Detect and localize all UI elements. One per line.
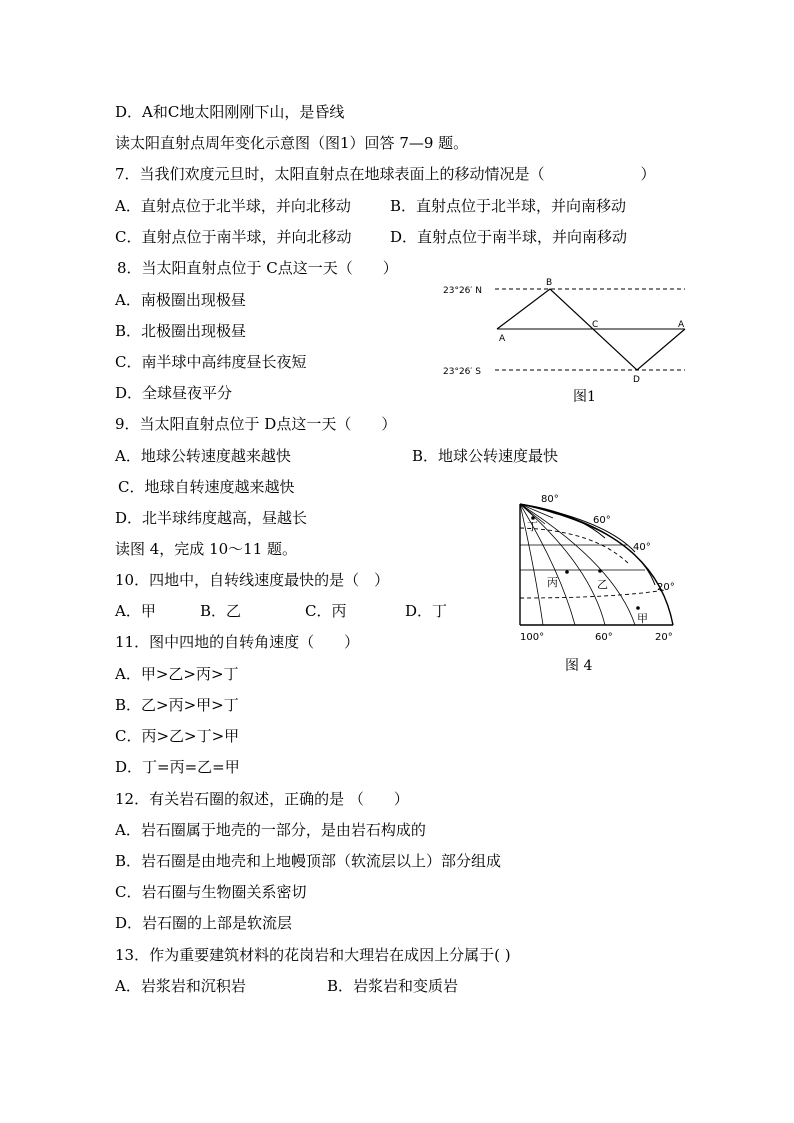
q8-option-b: B．北极圈出现极昼 [115,322,247,340]
point-a-start: A [499,334,506,344]
instruction-fig4: 读图 4，完成 10～11 题。 [115,540,298,558]
point-yi-dot [598,569,602,573]
q12-option-c: C．岩石圈与生物圈关系密切 [115,883,307,901]
question-11: 11．图中四地的自转角速度（ ） [115,633,360,651]
label-lat80: 80° [541,494,559,505]
q9-option-d: D．北半球纬度越高，昼越长 [115,509,308,527]
q8-option-c: C．南半球中高纬度昼长夜短 [115,353,307,371]
q7-option-b: B．直射点位于北半球，并向南移动 [390,197,627,215]
q9-option-b: B．地球公转速度最快 [412,447,559,465]
question-8: 8．当太阳直射点位于 C点这一天（ ） [117,259,398,277]
q6-option-d: D．A和C地太阳刚刚下山，是昏线 [115,103,345,121]
q7-option-c: C．直射点位于南半球，并向北移动 [115,228,352,246]
question-7-text: 7．当我们欢度元旦时，太阳直射点在地球表面上的移动情况是（ [115,165,545,183]
instruction-fig1: 读太阳直射点周年变化示意图（图1）回答 7—9 题。 [115,134,469,152]
point-bing-dot [565,570,569,574]
q9-option-a: A．地球公转速度越来越快 [115,447,291,465]
question-13: 13．作为重要建筑材料的花岗岩和大理岩在成因上分属于( ) [115,946,511,964]
q10-option-b: B．乙 [200,602,242,620]
figure-1-caption: 图1 [573,389,596,405]
figure-4-caption: 图 4 [565,658,593,674]
point-b: B [546,278,553,288]
question-12: 12．有关岩石圈的叙述，正确的是 （ ） [115,790,409,808]
label-lat-north: 23°26′ N [443,286,483,296]
q7-option-d: D．直射点位于南半球，并向南移动 [390,228,628,246]
label-jia: 甲 [637,612,648,625]
q9-option-c: C．地球自转速度越来越快 [118,478,295,496]
q7-option-a: A．直射点位于北半球，并向北移动 [115,197,351,215]
q8-option-a: A．南极圈出现极昼 [115,291,246,309]
label-ding: 丁 [527,520,538,533]
question-7-close-paren: ） [640,165,656,183]
q11-option-b: B．乙>丙>甲>丁 [115,696,239,714]
point-a-end: A [678,320,685,330]
label-lon20: 20° [655,632,673,643]
label-bing: 丙 [547,576,558,589]
figure-4-diagram [505,490,690,650]
label-lat40: 40° [633,542,651,553]
figure-1-diagram [435,272,700,387]
q10-option-d: D．丁 [405,602,448,620]
label-yi: 乙 [597,578,608,591]
q12-option-d: D．岩石圈的上部是软流层 [115,914,293,932]
point-c: C [592,320,599,330]
q10-option-a: A．甲 [115,602,156,620]
q11-option-d: D．丁=丙=乙=甲 [115,758,240,776]
q13-option-a: A．岩浆岩和沉积岩 [115,977,246,995]
q12-option-b: B．岩石圈是由地壳和上地幔顶部（软流层以上）部分组成 [115,852,502,870]
label-lat-south: 23°26′ S [443,367,482,377]
q12-option-a: A．岩石圈属于地壳的一部分，是由岩石构成的 [115,821,426,839]
label-lon100: 100° [520,632,545,643]
label-lat60: 60° [593,515,611,526]
question-10: 10．四地中，自转线速度最快的是（ ） [115,571,390,589]
label-lat20: 20° [657,582,675,593]
point-d: D [633,375,640,385]
question-9: 9．当太阳直射点位于 D点这一天（ ） [115,415,397,433]
q11-option-c: C．丙>乙>丁>甲 [115,727,240,745]
q13-option-b: B．岩浆岩和变质岩 [327,977,459,995]
q11-option-a: A．甲>乙>丙>丁 [115,665,239,683]
label-lon60: 60° [595,632,613,643]
q10-option-c: C．丙 [305,602,347,620]
question-7 [115,164,656,184]
point-jia-dot [636,606,640,610]
q8-option-d: D．全球昼夜平分 [115,384,233,402]
